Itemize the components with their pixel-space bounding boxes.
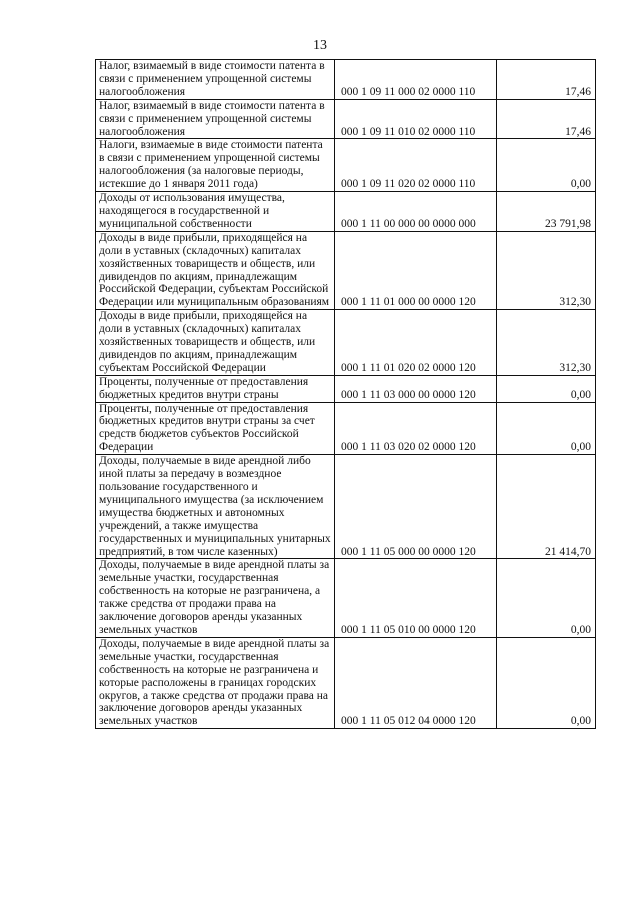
revenue-item-name: Доходы от использования имущества, находящегося в государственной и муниципальной собственности xyxy=(96,192,335,232)
table-row xyxy=(96,99,596,139)
amount-value: 312,30 xyxy=(497,231,596,309)
budget-classification-code: 000 1 11 01 020 02 0000 120 xyxy=(335,310,497,376)
revenue-item-name: Доходы в виде прибыли, приходящейся на доли в уставных (складочных) капиталах хозяйственных товариществ и обществ, или дивидендов по акциям, принадлежащим Российской Федерации, субъектам Российской Федерации или муниципальным образованиям xyxy=(96,231,335,309)
table-row xyxy=(96,559,596,637)
budget-classification-code: 000 1 11 03 000 00 0000 120 xyxy=(335,375,497,402)
table-row xyxy=(96,60,596,100)
page-number: 13 xyxy=(313,38,327,53)
table-row xyxy=(96,192,596,232)
revenue-item-name: Доходы, получаемые в виде арендной либо иной платы за передачу в возмездное пользование государственного и муниципального имущества (за исключением имущества бюджетных и автономных учреждений, а также имущества государственных и муниципальных унитарных предприятий, в том числе казенных) xyxy=(96,455,335,559)
budget-classification-code: 000 1 11 05 010 00 0000 120 xyxy=(335,559,497,637)
amount-value: 17,46 xyxy=(497,99,596,139)
revenue-item-name: Доходы в виде прибыли, приходящейся на доли в уставных (складочных) капиталах хозяйственных товариществ и обществ, или дивидендов по акциям, принадлежащим субъектам Российской Федерации xyxy=(96,310,335,376)
revenue-item-name: Налоги, взимаемые в виде стоимости патента в связи с применением упрощенной системы налогообложения (за налоговые периоды, истекшие до 1 января 2011 года) xyxy=(96,139,335,192)
amount-value: 0,00 xyxy=(497,375,596,402)
revenue-item-name: Доходы, получаемые в виде арендной платы за земельные участки, государственная собственность на которые не разграничена и которые расположены в границах городских округов, а также средства от продажи права на заключение договоров аренды указанных земельных участков xyxy=(96,637,335,728)
budget-classification-code: 000 1 09 11 000 02 0000 110 xyxy=(335,60,497,100)
table-row xyxy=(96,455,596,559)
budget-classification-code: 000 1 11 01 000 00 0000 120 xyxy=(335,231,497,309)
budget-classification-code: 000 1 09 11 020 02 0000 110 xyxy=(335,139,497,192)
revenue-item-name: Налог, взимаемый в виде стоимости патента в связи с применением упрощенной системы налогообложения xyxy=(96,60,335,100)
table-row xyxy=(96,139,596,192)
table-row xyxy=(96,637,596,728)
revenue-item-name: Проценты, полученные от предоставления бюджетных кредитов внутри страны за счет средств бюджетов субъектов Российской Федерации xyxy=(96,402,335,455)
amount-value: 0,00 xyxy=(497,559,596,637)
table-row xyxy=(96,402,596,455)
amount-value: 0,00 xyxy=(497,139,596,192)
amount-value: 23 791,98 xyxy=(497,192,596,232)
budget-classification-code: 000 1 11 05 012 04 0000 120 xyxy=(335,637,497,728)
table-row xyxy=(96,310,596,376)
revenue-table xyxy=(95,59,596,729)
revenue-table-body xyxy=(96,60,596,729)
budget-classification-code: 000 1 11 03 020 02 0000 120 xyxy=(335,402,497,455)
budget-classification-code: 000 1 09 11 010 02 0000 110 xyxy=(335,99,497,139)
revenue-item-name: Доходы, получаемые в виде арендной платы за земельные участки, государственная собственность на которые не разграничена, а также средства от продажи права на заключение договоров аренды указанных земельных участков xyxy=(96,559,335,637)
revenue-item-name: Проценты, полученные от предоставления бюджетных кредитов внутри страны xyxy=(96,375,335,402)
budget-classification-code: 000 1 11 05 000 00 0000 120 xyxy=(335,455,497,559)
amount-value: 0,00 xyxy=(497,637,596,728)
budget-classification-code: 000 1 11 00 000 00 0000 000 xyxy=(335,192,497,232)
table-row xyxy=(96,231,596,309)
table-row xyxy=(96,375,596,402)
amount-value: 17,46 xyxy=(497,60,596,100)
amount-value: 0,00 xyxy=(497,402,596,455)
amount-value: 21 414,70 xyxy=(497,455,596,559)
revenue-item-name: Налог, взимаемый в виде стоимости патента в связи с применением упрощенной системы налогообложения xyxy=(96,99,335,139)
amount-value: 312,30 xyxy=(497,310,596,376)
